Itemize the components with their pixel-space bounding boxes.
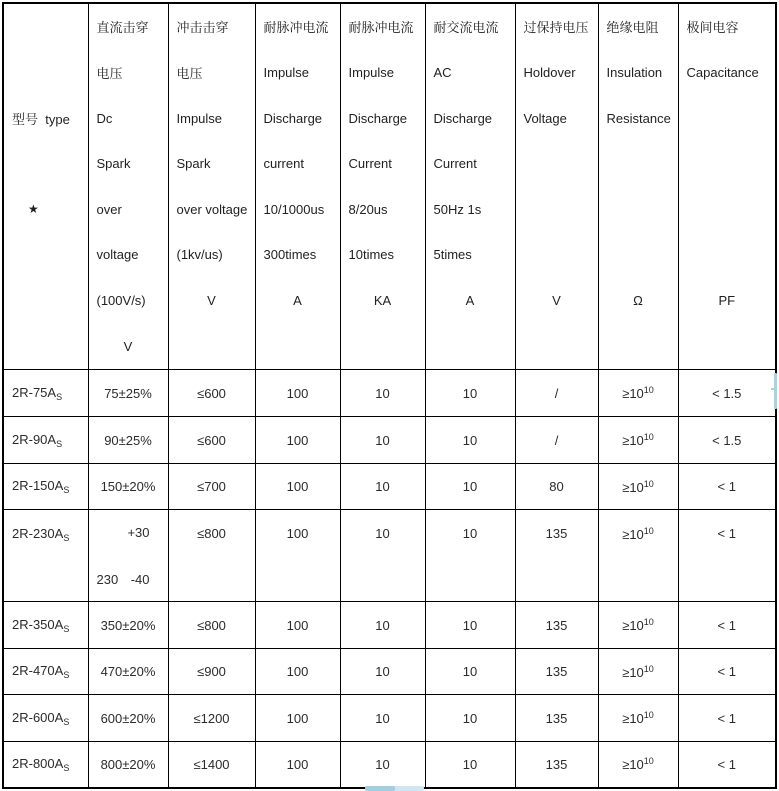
header-line: Impulse: [263, 64, 310, 80]
cell-holdover-voltage: 80: [515, 464, 598, 510]
cell-impulse-discharge-current-a: 100: [255, 602, 340, 649]
cell-type: $2R-600A_S$: [3, 695, 88, 742]
table-row: [3, 417, 776, 464]
cell-impulse-discharge-current-ka: 10: [340, 695, 425, 742]
cell-impulse-discharge-current-a: 100: [255, 370, 340, 417]
type-subscript: S: [56, 391, 63, 402]
cell-holdover-voltage: 135: [515, 510, 598, 602]
cell-capacitance: < 1: [678, 649, 776, 695]
cell-dc-spark-over-voltage: 150±20%: [88, 464, 168, 510]
header-line: Voltage: [523, 110, 567, 126]
header-line: V: [552, 293, 561, 309]
cell-ac-discharge-current: 10: [425, 417, 515, 464]
spec-table-container: [2, 2, 777, 789]
header-line-empty: [4, 323, 88, 369]
column-header-impulse-spark-over-voltage: [168, 3, 255, 370]
header-line: Impulse: [176, 110, 223, 126]
header-line-empty: [679, 187, 776, 233]
header-line-empty: [679, 323, 776, 369]
exponent: 10: [643, 478, 654, 489]
header-line: Discharge: [348, 110, 408, 126]
cell-type: $2R-230A_S$: [3, 510, 88, 602]
cell-capacitance: < 1: [678, 510, 776, 602]
column-header-dc-spark-over-voltage: [88, 3, 168, 370]
cell-impulse-spark-over-voltage: ≤900: [168, 649, 255, 695]
column-header-impulse-discharge-current-a: [255, 3, 340, 370]
header-line: 直流击穿: [96, 20, 149, 36]
cell-capacitance: < 1.5: [678, 417, 776, 464]
header-line: 过保持电压: [523, 20, 589, 36]
cell-insulation-resistance: $\ge 10^{10}$: [598, 695, 678, 742]
header-line: Spark: [96, 156, 131, 172]
header-line: Resistance: [606, 110, 671, 126]
header-line: 300times: [263, 247, 317, 263]
header-line-empty: [256, 323, 340, 369]
cell-type: $2R-75A_S$: [3, 370, 88, 417]
cell-insulation-resistance: $\ge 10^{10}$: [598, 370, 678, 417]
table-row: [3, 510, 776, 602]
cell-dc-spark-over-voltage: [88, 510, 168, 602]
cell-impulse-discharge-current-ka: 10: [340, 464, 425, 510]
header-line-empty: [516, 187, 598, 233]
text-cursor-artifact: [774, 373, 777, 409]
table-row: [3, 602, 776, 649]
header-line-empty: [679, 95, 776, 141]
dc-base-value: 230: [96, 572, 119, 587]
cell-dc-spark-over-voltage: 350±20%: [88, 602, 168, 649]
cell-type: $2R-350A_S$: [3, 602, 88, 649]
column-header-impulse-discharge-current-ka: [340, 3, 425, 370]
header-line-empty: [679, 232, 776, 278]
column-header-holdover-voltage: [515, 3, 598, 370]
exponent: 10: [643, 385, 654, 395]
cell-impulse-discharge-current-a: 100: [255, 695, 340, 742]
header-line: V: [123, 338, 133, 354]
cell-ac-discharge-current: 10: [425, 742, 515, 788]
header-line-empty: [599, 141, 678, 187]
header-line: 电压: [96, 65, 123, 81]
exponent: 10: [643, 663, 654, 674]
type-subscript: S: [63, 716, 70, 727]
header-line: A: [465, 293, 475, 309]
type-subscript: S: [63, 670, 70, 680]
header-line-empty: [341, 323, 425, 369]
cell-capacitance: < 1: [678, 742, 776, 788]
dc-minus-tolerance: -40: [130, 572, 150, 587]
cell-ac-discharge-current: 10: [425, 602, 515, 649]
cell-ac-discharge-current: 10: [425, 649, 515, 695]
table-row: [3, 464, 776, 510]
header-line-empty: [516, 232, 598, 278]
cell-type: $2R-470A_S$: [3, 649, 88, 695]
header-line-empty: [679, 141, 776, 187]
table-header-row: [3, 3, 776, 370]
header-line-empty: [4, 4, 88, 50]
column-header-ac-discharge-current: [425, 3, 515, 370]
table-row: [3, 649, 776, 695]
type-subscript: S: [63, 762, 70, 773]
dc-tolerance-split: [89, 510, 168, 600]
cell-holdover-voltage: 135: [515, 602, 598, 649]
header-line-empty: [516, 141, 598, 187]
header-line: Impulse: [348, 64, 395, 80]
header-line: AC: [433, 64, 452, 80]
cell-impulse-spark-over-voltage: ≤600: [168, 370, 255, 417]
column-header-capacitance: [678, 3, 776, 370]
header-line-empty: [169, 323, 255, 369]
column-header-insulation-resistance: [598, 3, 678, 370]
header-line: 绝缘电阻: [606, 20, 659, 36]
cell-dc-spark-over-voltage: 800±20%: [88, 742, 168, 788]
cell-holdover-voltage: 135: [515, 649, 598, 695]
cell-impulse-discharge-current-ka: 10: [340, 649, 425, 695]
type-subscript: S: [63, 533, 70, 543]
header-line: (1kv/us): [176, 247, 223, 263]
cell-impulse-discharge-current-a: 100: [255, 510, 340, 602]
header-line-empty: [599, 232, 678, 278]
header-line: Spark: [176, 156, 211, 172]
table-row: [3, 742, 776, 788]
header-line: Capacitance: [686, 64, 759, 80]
cell-insulation-resistance: $\ge 10^{10}$: [598, 742, 678, 788]
header-line: A: [293, 293, 302, 309]
cell-impulse-discharge-current-a: 100: [255, 742, 340, 788]
cell-capacitance: < 1: [678, 602, 776, 649]
cell-impulse-spark-over-voltage: ≤700: [168, 464, 255, 510]
header-line-empty: [516, 323, 598, 369]
header-line-empty: [4, 141, 88, 187]
exponent: 10: [643, 710, 654, 720]
cell-holdover-voltage: /: [515, 370, 598, 417]
cell-insulation-resistance: $\ge 10^{10}$: [598, 510, 678, 602]
cell-impulse-discharge-current-a: 100: [255, 417, 340, 464]
exponent: 10: [643, 756, 654, 767]
cell-dc-spark-over-voltage: 90±25%: [88, 417, 168, 464]
cell-capacitance: < 1: [678, 464, 776, 510]
exponent: 10: [643, 617, 654, 627]
type-subscript: S: [63, 485, 70, 495]
header-line-empty: [599, 323, 678, 369]
cell-type: $2R-150A_S$: [3, 464, 88, 510]
horizontal-scrollbar-thumb[interactable]: [365, 786, 424, 791]
header-line: current: [263, 156, 304, 172]
header-line: (100V/s): [96, 293, 146, 309]
table-row: [3, 370, 776, 417]
cell-dc-spark-over-voltage: 470±20%: [88, 649, 168, 695]
header-line: Ω: [633, 293, 643, 309]
cell-insulation-resistance: $\ge 10^{10}$: [598, 649, 678, 695]
cell-capacitance: < 1: [678, 695, 776, 742]
cell-impulse-discharge-current-ka: 10: [340, 417, 425, 464]
dc-plus-tolerance: +30: [127, 525, 150, 540]
header-line: 10/1000us: [263, 201, 325, 217]
gdt-spec-table: [2, 2, 777, 789]
header-line: voltage: [96, 247, 139, 263]
header-line-empty: [4, 278, 88, 324]
cell-capacitance: < 1.5: [678, 370, 776, 417]
header-line: 电压: [176, 65, 203, 81]
cell-impulse-spark-over-voltage: ≤800: [168, 602, 255, 649]
cell-ac-discharge-current: 10: [425, 510, 515, 602]
star-icon: ★: [28, 202, 39, 217]
header-line: Dc: [96, 110, 113, 126]
horizontal-scrollbar-thumb-dark: [365, 786, 395, 791]
header-line: 耐脉冲电流: [263, 20, 329, 36]
header-line-empty: [599, 187, 678, 233]
type-subscript: S: [63, 623, 70, 634]
cell-type: $2R-800A_S$: [3, 742, 88, 788]
header-line: Holdover: [523, 64, 576, 80]
cell-impulse-spark-over-voltage: ≤600: [168, 417, 255, 464]
exponent: 10: [643, 526, 654, 536]
header-line: Current: [433, 156, 477, 172]
exponent: 10: [643, 432, 654, 442]
cell-dc-spark-over-voltage: 75±25%: [88, 370, 168, 417]
cell-insulation-resistance: $\ge 10^{10}$: [598, 602, 678, 649]
header-line: 10times: [348, 247, 395, 263]
header-line-empty: [4, 50, 88, 96]
header-line: 耐脉冲电流: [348, 20, 414, 36]
cell-impulse-discharge-current-a: 100: [255, 649, 340, 695]
cell-type: $2R-90A_S$: [3, 417, 88, 464]
header-line: 5times: [433, 247, 472, 263]
header-line: over: [96, 201, 122, 217]
cell-impulse-discharge-current-a: 100: [255, 464, 340, 510]
header-line-empty: [4, 232, 88, 278]
cell-ac-discharge-current: 10: [425, 464, 515, 510]
header-line-empty: [426, 323, 515, 369]
header-line: Discharge: [263, 110, 323, 126]
header-line: KA: [373, 293, 392, 309]
cell-impulse-spark-over-voltage: ≤1200: [168, 695, 255, 742]
cell-insulation-resistance: $\ge 10^{10}$: [598, 417, 678, 464]
header-line: PF: [718, 293, 736, 309]
cell-insulation-resistance: $\ge 10^{10}$: [598, 464, 678, 510]
cell-ac-discharge-current: 10: [425, 695, 515, 742]
cell-holdover-voltage: 135: [515, 742, 598, 788]
header-line: 型号 type: [12, 111, 70, 127]
header-line: over voltage: [176, 201, 248, 217]
header-line: V: [207, 293, 216, 309]
cell-impulse-discharge-current-ka: 10: [340, 370, 425, 417]
cell-impulse-discharge-current-ka: 10: [340, 510, 425, 602]
header-line: 8/20us: [348, 201, 388, 217]
header-line: 耐交流电流: [433, 20, 499, 36]
table-row: [3, 695, 776, 742]
cell-holdover-voltage: 135: [515, 695, 598, 742]
type-subscript: S: [56, 438, 63, 449]
header-line: Insulation: [606, 64, 663, 80]
header-line: 冲击击穿: [176, 20, 229, 36]
header-line: 极间电容: [686, 20, 739, 36]
cell-impulse-spark-over-voltage: ≤800: [168, 510, 255, 602]
cell-impulse-discharge-current-ka: 10: [340, 602, 425, 649]
header-line: Discharge: [433, 110, 493, 126]
cell-dc-spark-over-voltage: 600±20%: [88, 695, 168, 742]
text-cursor-tick: [771, 388, 775, 390]
cell-ac-discharge-current: 10: [425, 370, 515, 417]
header-line: Current: [348, 156, 392, 172]
cell-impulse-discharge-current-ka: 10: [340, 742, 425, 788]
header-line: 50Hz 1s: [433, 201, 482, 217]
cell-holdover-voltage: /: [515, 417, 598, 464]
column-header-type: [3, 3, 88, 370]
dc-base-and-minus: [97, 572, 150, 587]
cell-impulse-spark-over-voltage: ≤1400: [168, 742, 255, 788]
